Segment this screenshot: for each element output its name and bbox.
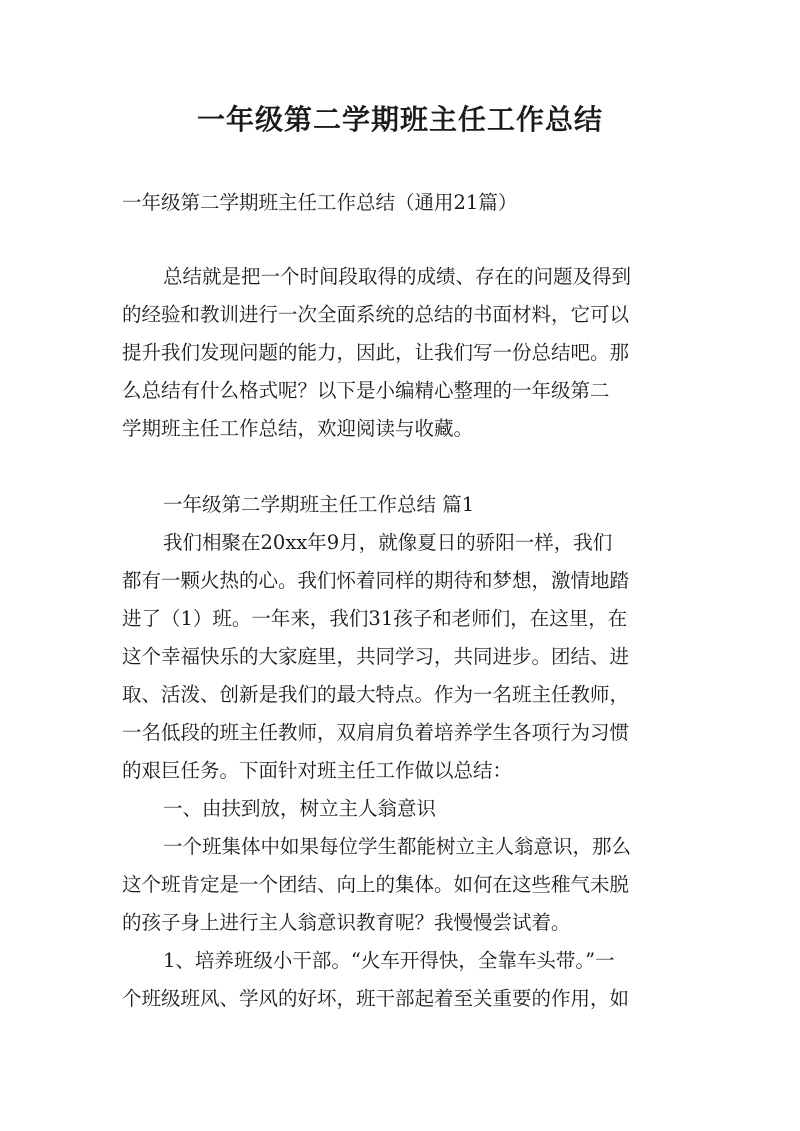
body-line-5: 取、活泼、创新是我们的最大特点。作为一名班主任教师，	[122, 683, 630, 706]
body-line-2: 都有一颗火热的心。我们怀着同样的期待和梦想，激情地踏	[122, 569, 630, 592]
intro-line-5: 学期班主任工作总结，欢迎阅读与收藏。	[122, 417, 474, 440]
intro-line-4: 么总结有什么格式呢？以下是小编精心整理的一年级第二	[122, 379, 610, 402]
body-line-12: 1、培养班级小干部。“火车开得快，全靠车头带。”一	[163, 949, 615, 972]
intro-line-3: 提升我们发现问题的能力，因此，让我们写一份总结吧。那	[122, 341, 630, 364]
body-line-10: 这个班肯定是一个团结、向上的集体。如何在这些稚气未脱	[122, 873, 630, 896]
body-line-13: 个班级班风、学风的好坏，班干部起着至关重要的作用，如	[122, 987, 630, 1010]
body-line-3: 进了（1）班。一年来，我们31孩子和老师们，在这里，在	[122, 607, 628, 630]
document-subtitle: 一年级第二学期班主任工作总结（通用21篇）	[122, 191, 518, 214]
subheading-1: 一、由扶到放，树立主人翁意识	[163, 797, 437, 820]
body-line-9: 一个班集体中如果每位学生都能树立主人翁意识，那么	[163, 835, 632, 858]
body-line-6: 一名低段的班主任教师，双肩肩负着培养学生各项行为习惯	[122, 721, 630, 744]
body-line-1: 我们相聚在20xx年9月，就像夏日的骄阳一样，我们	[163, 531, 613, 554]
body-line-7: 的艰巨任务。下面针对班主任工作做以总结：	[122, 759, 513, 782]
section-heading: 一年级第二学期班主任工作总结 篇1	[163, 493, 475, 516]
body-line-4: 这个幸福快乐的大家庭里，共同学习，共同进步。团结、进	[122, 645, 630, 668]
intro-line-2: 的经验和教训进行一次全面系统的总结的书面材料，它可以	[122, 303, 630, 326]
intro-line-1: 总结就是把一个时间段取得的成绩、存在的问题及得到	[163, 265, 632, 288]
body-line-11: 的孩子身上进行主人翁意识教育呢？我慢慢尝试着。	[122, 911, 571, 934]
document-title: 一年级第二学期班主任工作总结	[196, 103, 603, 136]
